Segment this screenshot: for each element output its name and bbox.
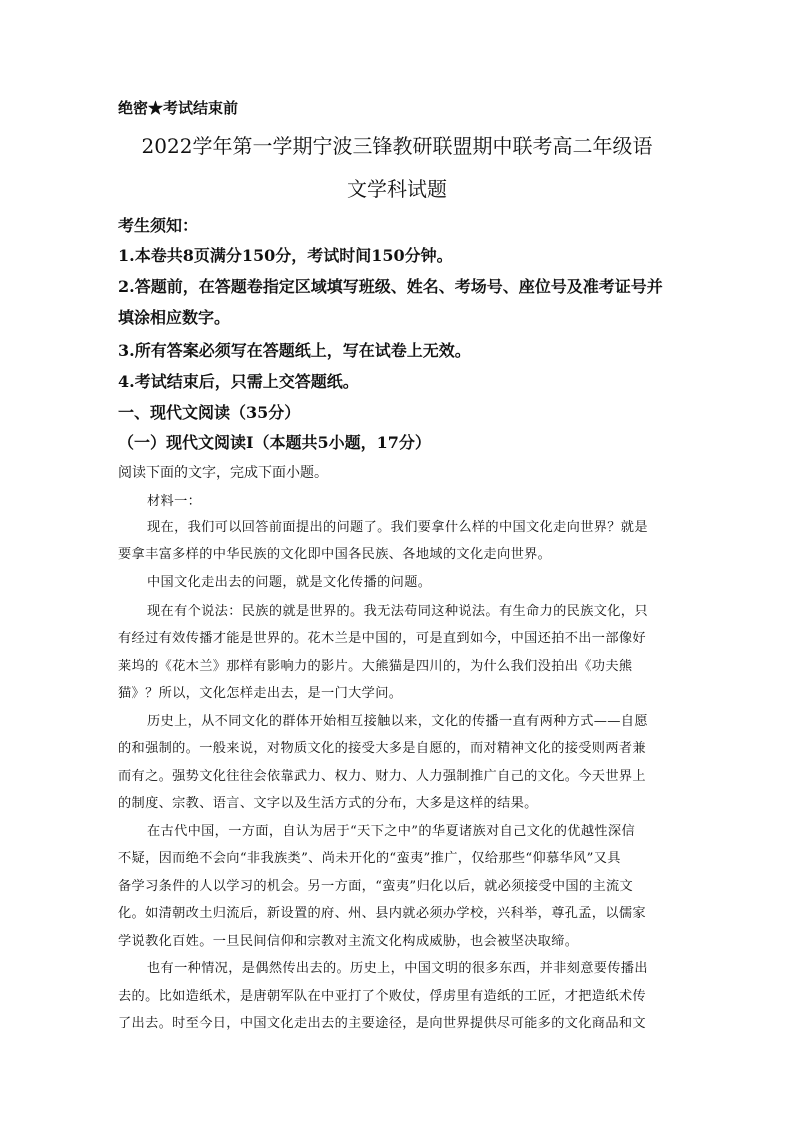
passage-line: 莱坞的《花木兰》那样有影响力的影片。大熊猫是四川的，为什么我们没拍出《功夫熊 bbox=[118, 659, 633, 674]
passage-line: 不疑，因而绝不会向“非我族类”、尚未开化的“蛮夷”推广，仅给那些“仰慕华风”又具 bbox=[118, 851, 621, 866]
passage-line: 学说教化百姓。一旦民间信仰和宗教对主流文化构成威胁，也会被坚决取缔。 bbox=[118, 934, 579, 949]
exam-title-line-1: 2022学年第一学期宁波三锋教研联盟期中联考高二年级语 bbox=[141, 134, 653, 158]
section-heading: 一、现代文阅读（35分） bbox=[118, 403, 301, 422]
passage-line: 也有一种情况，是偶然传出去的。历史上，中国文明的很多东西，并非刻意要传播出 bbox=[147, 961, 648, 976]
passage-line: 历史上，从不同文化的群体开始相互接触以来，文化的传播一直有两种方式——自愿 bbox=[147, 714, 648, 729]
passage-line: 在古代中国，一方面，自认为居于“天下之中”的华夏诸族对自己文化的优越性深信 bbox=[147, 824, 635, 839]
notice-heading: 考生须知： bbox=[118, 216, 199, 235]
passage-line: 的和强制的。一般来说，对物质文化的接受大多是自愿的，而对精神文化的接受则两者兼 bbox=[118, 741, 646, 756]
confidential-mark: 绝密★考试结束前 bbox=[118, 99, 239, 117]
material-label: 材料一： bbox=[147, 494, 202, 509]
passage-line: 现在，我们可以回答前面提出的问题了。我们要拿什么样的中国文化走向世界？就是 bbox=[147, 520, 648, 535]
passage-line: 中国文化走出去的问题，就是文化传播的问题。 bbox=[147, 575, 432, 590]
passage-line: 现在有个说法：民族的就是世界的。我无法苟同这种说法。有生命力的民族文化，只 bbox=[147, 604, 648, 619]
passage-line: 化。如清朝改土归流后，新设置的府、州、县内就必须办学校，兴科举，尊孔孟，以儒家 bbox=[118, 906, 646, 921]
notice-item: 4.考试结束后，只需上交答题纸。 bbox=[118, 372, 359, 391]
passage-line: 而有之。强势文化往往会依靠武力、权力、财力、人力强制推广自己的文化。今天世界上 bbox=[118, 769, 646, 784]
passage-line: 要拿丰富多样的中华民族的文化即中国各民族、各地域的文化走向世界。 bbox=[118, 547, 552, 562]
passage-line: 备学习条件的人以学习的机会。另一方面，“蛮夷”归化以后，就必须接受中国的主流文 bbox=[118, 879, 634, 894]
exam-title-line-2: 文学科试题 bbox=[347, 177, 447, 201]
reading-instruction: 阅读下面的文字，完成下面小题。 bbox=[118, 465, 328, 481]
passage-line: 的制度、宗教、语言、文字以及生活方式的分布，大多是这样的结果。 bbox=[118, 796, 538, 811]
passage-line: 猫》？所以，文化怎样走出去，是一门大学问。 bbox=[118, 686, 403, 701]
notice-item: 3.所有答案必须写在答题纸上，写在试卷上无效。 bbox=[118, 341, 471, 360]
notice-item: 2.答题前，在答题卷指定区域填写班级、姓名、考场号、座位号及准考证号并 bbox=[118, 277, 663, 296]
notice-item: 1.本卷共8页满分150分，考试时间150分钟。 bbox=[118, 246, 453, 265]
notice-item: 填涂相应数字。 bbox=[118, 308, 231, 327]
passage-line: 去的。比如造纸术，是唐朝军队在中亚打了个败仗，俘虏里有造纸的工匠，才把造纸术传 bbox=[118, 989, 646, 1004]
passage-line: 有经过有效传播才能是世界的。花木兰是中国的，可是直到如今，中国还拍不出一部像好 bbox=[118, 631, 646, 646]
subsection-heading: （一）现代文阅读Ⅰ（本题共5小题，17分） bbox=[118, 433, 431, 452]
passage-line: 了出去。时至今日，中国文化走出去的主要途径，是向世界提供尽可能多的文化商品和文 bbox=[118, 1016, 646, 1031]
